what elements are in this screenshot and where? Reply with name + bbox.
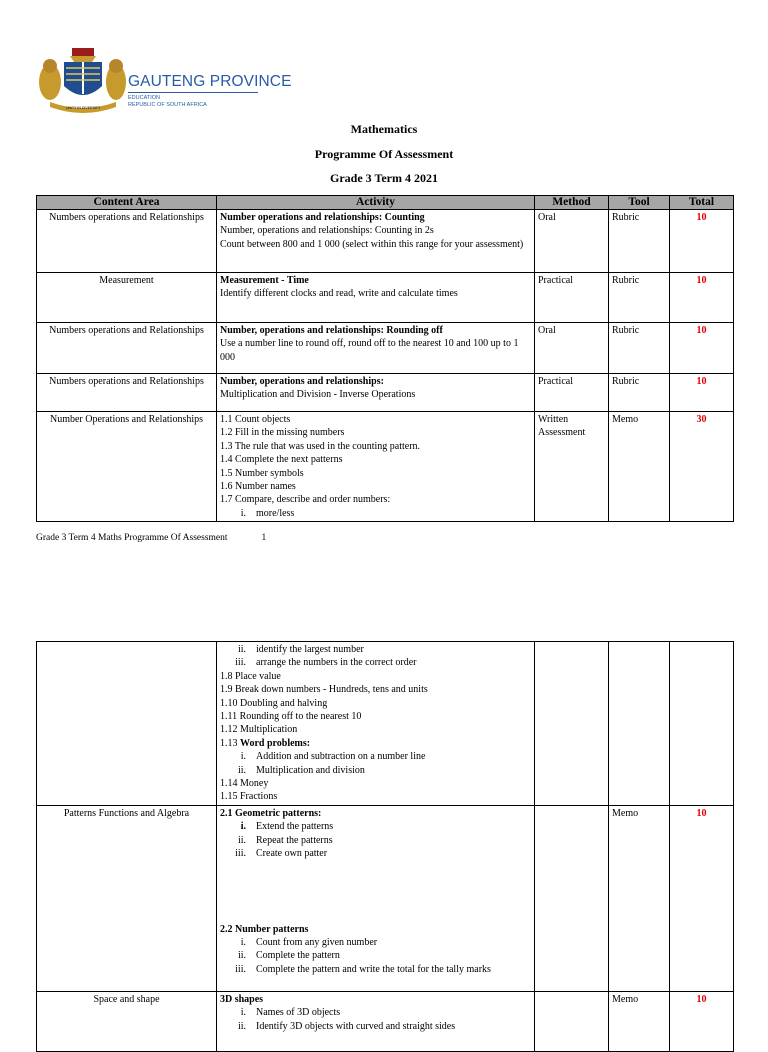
sub-item	[220, 936, 531, 949]
sub-item-number: i.	[240, 1007, 246, 1019]
sub-item-text: Repeat the patterns	[256, 834, 333, 846]
activity-title: Number operations and relationships: Counting	[220, 212, 425, 223]
activity-line: 1.10 Doubling and halving	[220, 697, 328, 709]
tool-cell: Memo	[609, 992, 670, 1052]
content-area-cell: Patterns Functions and Algebra	[37, 806, 217, 992]
header-content-area: Content Area	[37, 196, 217, 210]
activity-cell	[217, 374, 535, 412]
sub-item-text: Complete the pattern and write the total for the tally marks	[256, 963, 491, 975]
activity-line: 1.14 Money	[220, 778, 269, 790]
content-area-cell	[37, 642, 217, 806]
header-total: Total	[670, 196, 734, 210]
tool-cell: Memo	[609, 806, 670, 992]
sub-item-number: iii.	[235, 848, 246, 860]
sub-item-text: Create own patter	[256, 848, 328, 860]
sub-item-text: Complete the pattern	[256, 950, 340, 962]
table-header-row	[37, 196, 734, 210]
total-cell: 10	[670, 210, 734, 273]
sub-item	[220, 643, 531, 656]
brand-block	[128, 73, 292, 108]
header-activity: Activity	[217, 196, 535, 210]
activity-line: 1.8 Place value	[220, 670, 281, 682]
sub-item	[220, 834, 531, 847]
sub-item-text: identify the largest number	[256, 644, 364, 655]
table-row	[37, 210, 734, 273]
content-area-cell: Numbers operations and Relationships	[37, 374, 217, 412]
sub-item-text: arrange the numbers in the correct order	[256, 657, 417, 669]
method-cell	[535, 806, 609, 992]
activity-title: Measurement - Time	[220, 275, 309, 286]
svg-text:UNITY IN DIVERSITY: UNITY IN DIVERSITY	[66, 106, 101, 110]
sub-item	[220, 847, 531, 860]
activity-line: 1.1 Count objects	[220, 414, 291, 425]
tool-cell: Rubric	[609, 323, 670, 374]
activity-line: Number, operations and relationships: Counting in 2s	[220, 225, 434, 237]
method-cell	[535, 992, 609, 1052]
blank-space	[220, 861, 531, 923]
total-cell: 10	[670, 806, 734, 992]
content-area-cell: Measurement	[37, 273, 217, 323]
table-row	[37, 806, 734, 992]
subject-title: Mathematics	[350, 122, 418, 136]
footer-text: Grade 3 Term 4 Maths Programme Of Assessment	[36, 533, 228, 543]
activity-cell	[217, 806, 535, 992]
page-footer	[36, 533, 266, 543]
method-cell: Oral	[535, 323, 609, 374]
sub-item-number: iii.	[235, 963, 246, 975]
sub-item-number: ii.	[237, 834, 246, 846]
activity-cell	[217, 273, 535, 323]
activity-line: 1.11 Rounding off to the nearest 10	[220, 711, 362, 723]
grade-title: Grade 3 Term 4 2021	[330, 171, 438, 185]
total-cell: 10	[670, 992, 734, 1052]
sub-item-number: i.	[240, 507, 246, 519]
tool-cell: Rubric	[609, 273, 670, 323]
sub-item-number: i.	[240, 937, 246, 949]
table-row	[37, 273, 734, 323]
activity-line: 1.15 Fractions	[220, 791, 278, 803]
activity-cell	[217, 323, 535, 374]
activity-cell	[217, 992, 535, 1052]
brand-divider	[128, 92, 258, 93]
table-row	[37, 374, 734, 412]
sub-item-text: Count from any given number	[256, 937, 378, 949]
sub-item	[220, 750, 531, 763]
doc-title: Programme Of Assessment	[314, 147, 454, 161]
activity-line: Count between 800 and 1 000 (select within this range for your assessment)	[220, 238, 524, 250]
header-method: Method	[535, 196, 609, 210]
activity-line: 1.9 Break down numbers - Hundreds, tens and units	[220, 684, 428, 696]
org-sub1: EDUCATION	[128, 95, 160, 101]
method-cell: Practical	[535, 273, 609, 323]
table-row	[37, 323, 734, 374]
content-area-cell: Space and shape	[37, 992, 217, 1052]
content-area-cell: Number Operations and Relationships	[37, 412, 217, 522]
sub-item-number: ii.	[237, 950, 246, 962]
sub-item	[220, 949, 531, 962]
3d-shapes-title: 3D shapes	[220, 994, 264, 1005]
sub-item	[220, 656, 531, 669]
content-area-cell: Numbers operations and Relationships	[37, 210, 217, 273]
activity-line: 1.3 The rule that was used in the counting pattern.	[220, 440, 421, 452]
org-name: GAUTENG PROVINCE	[128, 73, 292, 90]
sub-item-number: ii.	[237, 644, 246, 655]
sub-item-text: more/less	[256, 507, 295, 519]
activity-title: Number, operations and relationships: Rounding off	[220, 325, 443, 336]
sub-item	[220, 820, 531, 833]
activity-line: 1.12 Multiplication	[220, 724, 298, 736]
sub-item-text: Addition and subtraction on a number line	[256, 751, 426, 763]
activity-cell	[217, 412, 535, 522]
tool-cell: Rubric	[609, 374, 670, 412]
activity-line: 1.4 Complete the next patterns	[220, 454, 343, 466]
sub-item	[220, 1006, 531, 1019]
tool-cell: Rubric	[609, 210, 670, 273]
activity-line: 1.7 Compare, describe and order numbers:	[220, 494, 391, 506]
sub-item-number: ii.	[237, 1020, 246, 1032]
total-cell: 10	[670, 323, 734, 374]
word-problems-line	[220, 737, 531, 750]
sub-item-text: Identify 3D objects with curved and straight sides	[256, 1020, 456, 1032]
activity-line: 1.6 Number names	[220, 481, 296, 493]
sub-item-text: Names of 3D objects	[256, 1007, 341, 1019]
method-cell: Oral	[535, 210, 609, 273]
content-area-cell: Numbers operations and Relationships	[37, 323, 217, 374]
number-patterns-title: 2.2 Number patterns	[220, 923, 309, 935]
total-cell: 10	[670, 273, 734, 323]
activity-line: Multiplication and Division - Inverse Operations	[220, 389, 416, 401]
activity-line: Identify different clocks and read, write and calculate times	[220, 288, 458, 300]
table-row	[37, 992, 734, 1052]
tool-cell: Memo	[609, 412, 670, 522]
total-cell: 10	[670, 374, 734, 412]
activity-cell	[217, 642, 535, 806]
org-sub2: REPUBLIC OF SOUTH AFRICA	[128, 102, 207, 108]
sub-item	[220, 1020, 531, 1033]
header-tool: Tool	[609, 196, 670, 210]
sub-item-number: i.	[240, 751, 246, 763]
table-row	[37, 412, 734, 522]
word-problems-title: Word problems:	[240, 737, 311, 749]
sub-item	[220, 963, 531, 976]
activity-line: 1.5 Number symbols	[220, 467, 304, 479]
activity-line: Use a number line to round off, round off to the nearest 10 and 100 up to 1 000	[220, 338, 519, 363]
word-problems-prefix: 1.13	[220, 737, 240, 749]
table-row	[37, 642, 734, 806]
assessment-table-page1	[36, 195, 734, 522]
sub-item-number: i.	[240, 821, 246, 833]
total-cell	[670, 642, 734, 806]
method-cell	[535, 642, 609, 806]
sub-item-text: Extend the patterns	[256, 821, 334, 833]
activity-line: 1.2 Fill in the missing numbers	[220, 427, 345, 439]
tool-cell	[609, 642, 670, 806]
activity-cell	[217, 210, 535, 273]
method-cell: Written Assessment	[535, 412, 609, 522]
sub-item	[220, 507, 531, 520]
sub-item-text: Multiplication and division	[256, 764, 365, 776]
footer-page-number: 1	[261, 533, 267, 543]
sub-item-number: ii.	[237, 764, 246, 776]
method-cell: Practical	[535, 374, 609, 412]
assessment-table-page2	[36, 641, 734, 1052]
activity-title: Number, operations and relationships:	[220, 376, 384, 387]
sub-item-number: iii.	[235, 657, 246, 669]
coat-of-arms-icon	[36, 44, 128, 114]
geometric-patterns-title: 2.1 Geometric patterns:	[220, 808, 322, 819]
total-cell: 30	[670, 412, 734, 522]
sub-item	[220, 764, 531, 777]
